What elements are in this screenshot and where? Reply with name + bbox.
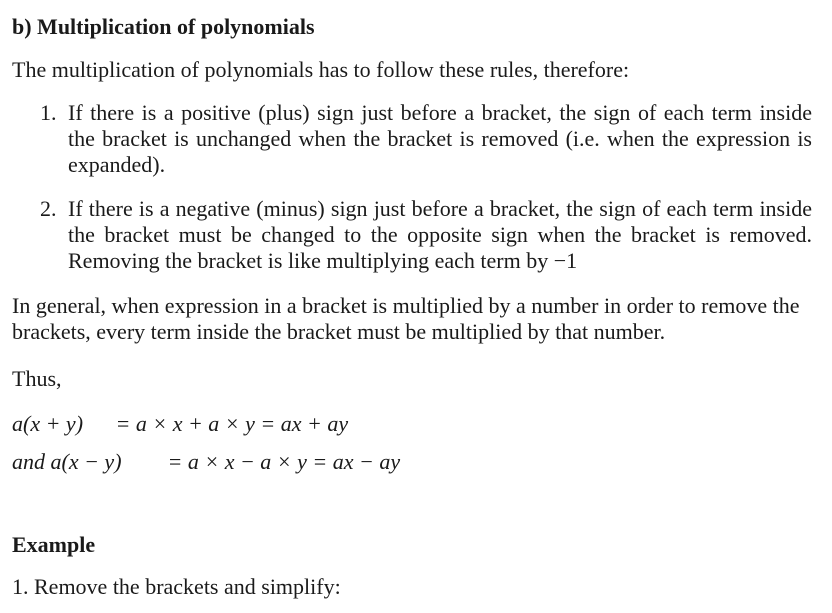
rule-item-2 (40, 196, 812, 274)
rule-text: If there is a positive (plus) sign just before a bracket, the sign of each term inside the bracket is unchanged when the bracket is removed (i.e. when the expression is expanded). (68, 100, 812, 177)
example-item: 1. Remove the brackets and simplify: (12, 574, 341, 599)
general-paragraph: In general, when expression in a bracket is multiplied by a number in order to remove the brackets, every term inside the bracket must be multiplied by that number. (12, 293, 800, 344)
equation-rhs: = a × x + a × y = ax + ay (115, 411, 349, 436)
rule-item-1 (40, 100, 812, 178)
equation-lhs: and a(x − y) (12, 449, 122, 474)
intro-paragraph: The multiplication of polynomials has to follow these rules, therefore: (12, 57, 630, 82)
equation-rhs: = a × x − a × y = ax − ay (167, 449, 401, 474)
rule-text: If there is a negative (minus) sign just before a bracket, the sign of each term inside the bracket must be changed to the opposite sign when the bracket is removed. Removing the bracket is like multiplying each term by −1 (68, 196, 812, 273)
equation-2 (12, 448, 400, 476)
thus-label: Thus, (12, 366, 62, 391)
rule-number: 2. (40, 196, 57, 221)
rule-number: 1. (40, 100, 57, 125)
equation-1 (12, 410, 348, 438)
equation-lhs: a(x + y) (12, 411, 84, 436)
example-heading: Example (12, 532, 96, 557)
section-heading: b) Multiplication of polynomials (12, 14, 315, 39)
